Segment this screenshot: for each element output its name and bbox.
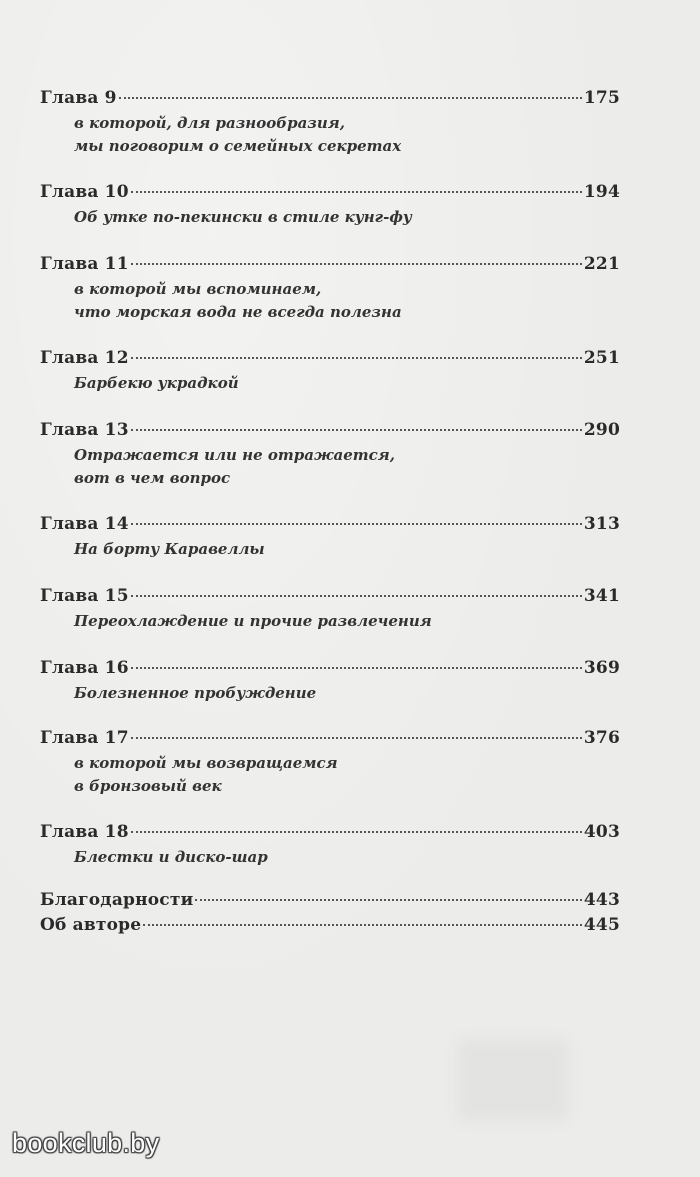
chapter-subtitle-line: Блестки и диско-шар	[74, 848, 268, 866]
dot-leader	[131, 263, 582, 265]
page-number: 369	[583, 658, 620, 678]
chapter-subtitle-line: Барбекю украдкой	[74, 374, 239, 392]
chapter-label: Глава 18	[40, 822, 129, 842]
toc-line	[40, 514, 620, 538]
chapter-label: Глава 15	[40, 586, 129, 606]
chapter-label: Глава 17	[40, 728, 129, 748]
toc-line	[40, 420, 620, 444]
section-label: Благодарности	[40, 890, 194, 910]
dot-leader	[119, 97, 582, 99]
toc-entry-chapter-18	[40, 822, 620, 869]
toc-line	[40, 182, 620, 206]
page-number: 290	[583, 420, 620, 440]
toc-line	[40, 728, 620, 752]
site-watermark: bookclub.by	[12, 1128, 160, 1158]
chapter-subtitle-line: Переохлаждение и прочие развлечения	[74, 612, 432, 630]
toc-entry-about-author	[40, 915, 620, 939]
page-number: 313	[583, 514, 620, 534]
toc-entry-chapter-15	[40, 586, 620, 633]
chapter-label: Глава 10	[40, 182, 129, 202]
page-number: 403	[583, 822, 620, 842]
toc-entry-chapter-10	[40, 182, 620, 229]
dot-leader	[131, 595, 582, 597]
page-number: 194	[583, 182, 620, 202]
chapter-subtitle-line: мы поговорим о семейных секретах	[74, 137, 402, 155]
page-number: 251	[583, 348, 620, 368]
page-number: 445	[583, 915, 620, 935]
chapter-subtitle-line: что морская вода не всегда полезна	[74, 303, 402, 321]
toc-entry-chapter-13	[40, 420, 620, 490]
chapter-subtitle-line: в которой мы возвращаемся	[74, 754, 338, 772]
chapter-subtitle-line: Болезненное пробуждение	[74, 684, 317, 702]
chapter-label: Глава 13	[40, 420, 129, 440]
dot-leader	[131, 523, 582, 525]
page-number: 376	[583, 728, 620, 748]
section-label: Об авторе	[40, 915, 142, 935]
dot-leader	[195, 899, 582, 901]
dot-leader	[131, 357, 582, 359]
chapter-label: Глава 9	[40, 88, 117, 108]
toc-line	[40, 348, 620, 372]
toc-entry-chapter-16	[40, 658, 620, 705]
chapter-subtitle-line: Об утке по-пекински в стиле кунг-фу	[74, 208, 412, 226]
dot-leader	[131, 667, 582, 669]
chapter-label: Глава 12	[40, 348, 129, 368]
toc-entry-chapter-12	[40, 348, 620, 395]
dot-leader	[143, 924, 582, 926]
toc-line	[40, 254, 620, 278]
page-number: 175	[583, 88, 620, 108]
toc-entry-acknowledgements	[40, 890, 620, 914]
chapter-label: Глава 16	[40, 658, 129, 678]
chapter-label: Глава 14	[40, 514, 129, 534]
page-smudge	[458, 1040, 568, 1120]
chapter-subtitle-line: Отражается или не отражается,	[74, 446, 395, 464]
toc-entry-chapter-14	[40, 514, 620, 561]
chapter-subtitle-line: На борту Каравеллы	[74, 540, 265, 558]
chapter-subtitle-line: в которой мы вспоминаем,	[74, 280, 322, 298]
toc-line	[40, 822, 620, 846]
toc-entry-chapter-11	[40, 254, 620, 324]
chapter-subtitle-line: в бронзовый век	[74, 777, 222, 795]
toc-line	[40, 658, 620, 682]
toc-line	[40, 890, 620, 914]
dot-leader	[131, 429, 582, 431]
dot-leader	[131, 191, 582, 193]
toc-entry-chapter-9	[40, 88, 620, 158]
page-number: 221	[583, 254, 620, 274]
toc-line	[40, 586, 620, 610]
page-number: 341	[583, 586, 620, 606]
chapter-subtitle-line: вот в чем вопрос	[74, 469, 231, 487]
toc-line	[40, 915, 620, 939]
dot-leader	[131, 737, 582, 739]
page-number: 443	[583, 890, 620, 910]
toc-line	[40, 88, 620, 112]
toc-entry-chapter-17	[40, 728, 620, 798]
dot-leader	[131, 831, 582, 833]
chapter-label: Глава 11	[40, 254, 129, 274]
chapter-subtitle-line: в которой, для разнообразия,	[74, 114, 345, 132]
